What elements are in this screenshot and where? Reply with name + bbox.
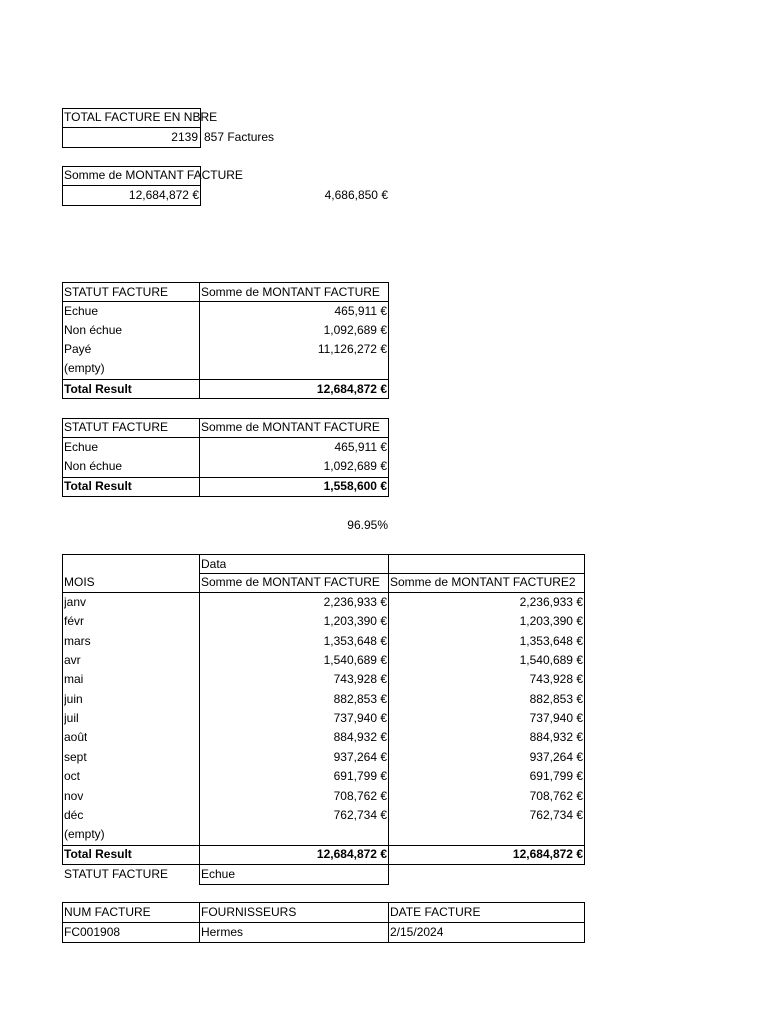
- statut-unpaid-row-label: Echue: [64, 440, 99, 454]
- mois-row-label: nov: [64, 789, 84, 803]
- mois-row-label: janv: [64, 595, 87, 609]
- mois-row-label: avr: [64, 653, 81, 667]
- statut-unpaid-total-label: Total Result: [64, 479, 132, 493]
- mois-row-v2: 882,853 €: [529, 692, 583, 706]
- mois-row-label: févr: [64, 614, 85, 628]
- mois-row-v1: 882,853 €: [333, 692, 387, 706]
- somme-montant-side-value: 4,686,850 €: [324, 188, 388, 202]
- mois-row-v1: 762,734 €: [333, 808, 387, 822]
- statut-all-row-value: 11,126,272 €: [317, 342, 387, 356]
- mois-row-label: mars: [64, 634, 91, 648]
- mois-row-v2: 762,734 €: [529, 808, 583, 822]
- mois-row-v2: [389, 825, 583, 844]
- mois-row-label: juin: [64, 692, 83, 706]
- mois-header-2: Somme de MONTANT FACTURE: [201, 575, 380, 589]
- mois-row-v1: 1,540,689 €: [323, 653, 387, 667]
- mois-row-v1: 1,203,390 €: [323, 614, 387, 628]
- mois-total-v1: 12,684,872 €: [316, 847, 387, 861]
- mois-row-v1: 737,940 €: [333, 711, 387, 725]
- mois-row-label: (empty): [64, 827, 105, 841]
- statut-unpaid-header-2: Somme de MONTANT FACTURE: [201, 420, 380, 434]
- percent-value: 96.95%: [347, 518, 388, 532]
- total-nbre-label: TOTAL FACTURE EN NBRE: [64, 110, 218, 124]
- mois-row-v2: 1,203,390 €: [519, 614, 583, 628]
- statut-unpaid-header-1: STATUT FACTURE: [64, 420, 169, 434]
- statut-all-row-label: (empty): [64, 361, 105, 375]
- mois-row-v2: 737,940 €: [529, 711, 583, 725]
- mois-row-v2: 1,353,648 €: [519, 634, 583, 648]
- somme-montant-label: Somme de MONTANT FACTURE: [64, 168, 243, 182]
- mois-row-v1: 743,928 €: [333, 672, 387, 686]
- somme-montant-value: 12,684,872 €: [128, 188, 199, 202]
- statut-all-row-label: Echue: [64, 304, 99, 318]
- mois-total-v2: 12,684,872 €: [512, 847, 583, 861]
- mois-row-v2: 743,928 €: [529, 672, 583, 686]
- statut-all-row-label: Payé: [64, 342, 92, 356]
- mois-header-3: Somme de MONTANT FACTURE2: [390, 575, 576, 589]
- mois-row-v1: [200, 825, 387, 844]
- facture-header-2: FOURNISSEURS: [201, 905, 297, 919]
- mois-row-label: juil: [64, 711, 79, 725]
- total-nbre-value: 2139: [171, 130, 198, 144]
- facture-num: FC001908: [64, 925, 121, 939]
- mois-filter-value[interactable]: Echue: [201, 867, 236, 881]
- statut-all-row-label: Non échue: [64, 323, 123, 337]
- statut-all-header-1: STATUT FACTURE: [64, 285, 169, 299]
- total-nbre-note: 857 Factures: [204, 130, 275, 144]
- mois-data-label: Data: [201, 557, 227, 571]
- mois-row-v2: 937,264 €: [529, 750, 583, 764]
- mois-row-label: mai: [64, 672, 84, 686]
- mois-row-v2: 2,236,933 €: [519, 595, 583, 609]
- mois-row-label: sept: [64, 750, 87, 764]
- mois-total-label: Total Result: [64, 847, 132, 861]
- mois-row-v2: 884,932 €: [529, 730, 583, 744]
- statut-all-total-label: Total Result: [64, 382, 132, 396]
- mois-row-v1: 708,762 €: [333, 789, 387, 803]
- statut-all-header-2: Somme de MONTANT FACTURE: [201, 285, 380, 299]
- statut-unpaid-total-value: 1,558,600 €: [323, 479, 387, 493]
- mois-header-1: MOIS: [64, 575, 95, 589]
- mois-row-v2: 708,762 €: [529, 789, 583, 803]
- mois-row-label: oct: [64, 769, 81, 783]
- mois-row-v2: 691,799 €: [529, 769, 583, 783]
- statut-all-row-value: 465,911 €: [334, 304, 387, 318]
- mois-row-v1: 1,353,648 €: [323, 634, 387, 648]
- facture-fournisseur: Hermes: [201, 925, 244, 939]
- mois-row-v1: 691,799 €: [333, 769, 387, 783]
- mois-row-label: déc: [64, 808, 84, 822]
- statut-unpaid-row-value: 465,911 €: [334, 440, 387, 454]
- statut-unpaid-row-label: Non échue: [64, 459, 123, 473]
- mois-row-v1: 884,932 €: [333, 730, 387, 744]
- statut-all-row-value: 1,092,689 €: [323, 323, 387, 337]
- facture-header-1: NUM FACTURE: [64, 905, 151, 919]
- mois-filter-label: STATUT FACTURE: [64, 867, 169, 881]
- facture-date: 2/15/2024: [390, 925, 444, 939]
- mois-row-v1: 937,264 €: [333, 750, 387, 764]
- statut-unpaid-row-value: 1,092,689 €: [323, 459, 387, 473]
- statut-all-row-value: [200, 359, 387, 378]
- facture-header-3: DATE FACTURE: [390, 905, 481, 919]
- mois-row-label: août: [64, 730, 88, 744]
- mois-row-v1: 2,236,933 €: [323, 595, 387, 609]
- statut-all-total-value: 12,684,872 €: [316, 382, 387, 396]
- mois-row-v2: 1,540,689 €: [519, 653, 583, 667]
